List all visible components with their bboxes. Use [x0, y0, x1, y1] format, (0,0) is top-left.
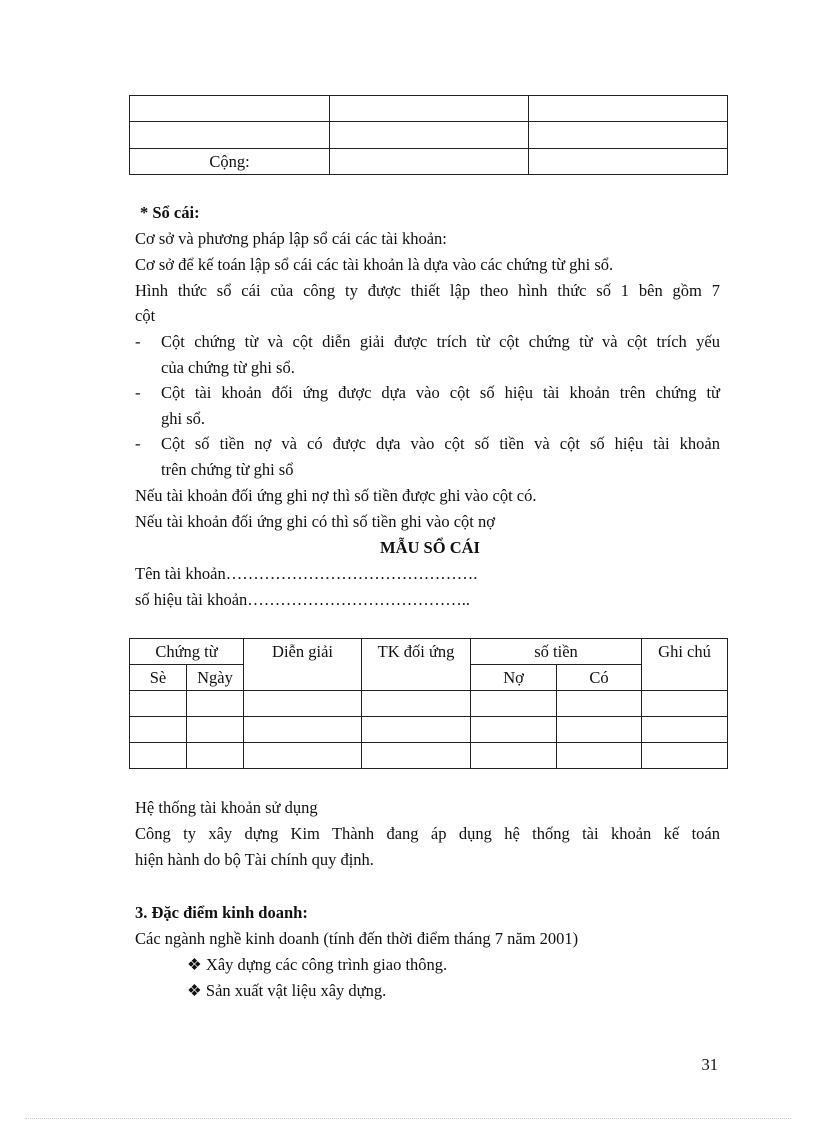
so-cai-basis: Cơ sở để kế toán lập sổ cái các tài khoản là dựa vào các chứng từ ghi sổ.	[135, 255, 614, 274]
table-row-total	[130, 149, 728, 175]
header-dien-giai: Diễn giải	[244, 639, 362, 691]
he-thong-line1: Công ty xây dựng Kim Thành đang áp dụng hệ thống tài khoản kế toán	[135, 824, 720, 843]
so-cai-form-line1: Hình thức sổ cái của công ty được thiết lập theo hình thức số 1 bên gồm 7	[135, 281, 720, 300]
so-cai-heading: * Sổ cái:	[140, 203, 200, 222]
table-cell	[529, 149, 728, 175]
bullet-line: Cột số tiền nợ và có được dựa vào cột số tiền và cột số hiệu tài khoản	[161, 434, 720, 453]
header-chung-tu: Chứng từ	[130, 639, 244, 665]
table-row	[130, 122, 728, 149]
rule-debit: Nếu tài khoản đối ứng ghi nợ thì số tiền được ghi vào cột có.	[135, 486, 537, 505]
header-so-tien: số tiền	[471, 639, 642, 665]
header-tk-doi-ung: TK đối ứng	[362, 639, 471, 691]
bullet-line: trên chứng từ ghi sổ	[161, 460, 294, 479]
total-label: Cộng:	[130, 149, 330, 175]
bullet-dash: -	[135, 434, 141, 453]
so-cai-intro: Cơ sở và phương pháp lập sổ cái các tài khoản:	[135, 229, 447, 248]
ledger-table	[129, 638, 728, 769]
account-name-field: Tên tài khoản……………………………………….	[135, 564, 478, 583]
bullet-line: Cột chứng từ và cột diễn giải được trích từ cột chứng từ và cột trích yếu	[161, 332, 720, 351]
table-cell	[330, 96, 529, 122]
table-row	[130, 96, 728, 122]
ledger-header-row	[130, 639, 728, 665]
mau-so-cai-title: MẪU SỔ CÁI	[380, 538, 480, 557]
so-cai-form-line2: cột	[135, 306, 156, 325]
header-so: Sè	[130, 665, 187, 691]
account-number-field: số hiệu tài khoản…………………………………..	[135, 590, 471, 609]
page-number: 31	[701, 1055, 718, 1074]
table-cell	[130, 122, 330, 149]
bullet-line: ghi sổ.	[161, 409, 206, 428]
header-co: Có	[557, 665, 642, 691]
header-ghi-chu: Ghi chú	[642, 639, 728, 691]
header-no: Nợ	[471, 665, 557, 691]
bullet-line: Cột tài khoản đối ứng được dựa vào cột số hiệu tài khoản trên chứng từ	[161, 383, 720, 402]
header-ngay: Ngày	[187, 665, 244, 691]
table-cell	[130, 96, 330, 122]
bullet-line: của chứng từ ghi sổ.	[161, 358, 295, 377]
rule-credit: Nếu tài khoản đối ứng ghi có thì số tiền ghi vào cột nợ	[135, 512, 495, 531]
dac-diem-intro: Các ngành nghề kinh doanh (tính đến thời điểm tháng 7 năm 2001)	[135, 929, 579, 948]
table-cell	[330, 122, 529, 149]
list-item: ❖ Xây dựng các công trình giao thông.	[187, 955, 448, 974]
table-cell	[529, 122, 728, 149]
table-cell	[529, 96, 728, 122]
bullet-dash: -	[135, 332, 141, 351]
page-bottom-divider	[25, 1118, 791, 1119]
table-row	[130, 691, 728, 717]
bullet-dash: -	[135, 383, 141, 402]
he-thong-heading: Hệ thống tài khoản sử dụng	[135, 798, 318, 817]
dac-diem-heading: 3. Đặc điểm kinh doanh:	[135, 903, 308, 922]
table-cell	[330, 149, 529, 175]
table-row	[130, 743, 728, 769]
he-thong-line2: hiện hành do bộ Tài chính quy định.	[135, 850, 374, 869]
table-row	[130, 717, 728, 743]
top-summary-table	[129, 95, 728, 175]
list-item: ❖ Sản xuất vật liệu xây dựng.	[187, 981, 387, 1000]
